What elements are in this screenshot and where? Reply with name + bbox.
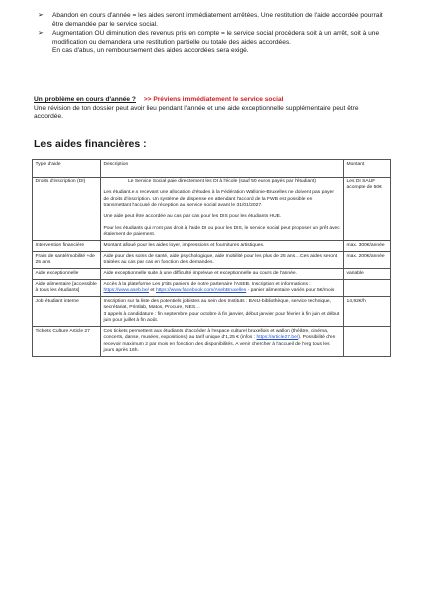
description-paragraph: Une aide peut être accordée au cas par cas pour les DIS pour les étudiants HUE.: [103, 214, 282, 220]
description-paragraph: Montant alloué pour les aides loyer, impressions et fournitures artistiques.: [103, 242, 265, 248]
aid-amount-cell: variable: [344, 269, 391, 280]
description-paragraph: 3 appels à candidature : fin septembre pour octobre à fin janvier, début janvier pour février à fin juin et début juin pour juillet à fin août.: [103, 311, 340, 323]
aseb-link[interactable]: https://www.aseb.be/: [103, 288, 150, 294]
aid-description-cell: [101, 252, 344, 269]
aid-type-cell: Frais de santé/mobilité +de 25 ans: [33, 252, 101, 269]
food-intro: Accès à la plateforme Les p'tits paniers de notre partenaire l'ASEB. Inscription et informations :: [103, 281, 311, 287]
food-tail: - panier alimentaire variés pour 5€/mois: [246, 288, 335, 294]
table-row: [33, 269, 391, 280]
arrow-bullet-icon: ➢: [38, 12, 44, 19]
list-item: [38, 30, 383, 47]
aid-description-cell: [101, 269, 344, 280]
problem-heading: [34, 96, 379, 105]
table-row: [33, 327, 391, 357]
aid-type-cell: Tickets Culture Article 27: [33, 327, 101, 357]
problem-section: [34, 96, 379, 122]
table-row: [33, 280, 391, 297]
conditions-list: [38, 12, 383, 56]
bullet-text: Augmentation OU diminution des revenus pris en compte = le service social procèdera soit à un arrêt, soit à une modification ou demandera une restitution partielle ou totale des aides accordées.: [52, 30, 380, 46]
description-paragraph: Pour les étudiants qui n'ont pas droit à l'aide DI ou pour les DIS, le service social peut proposer un prêt avec étalement de paiement.: [103, 225, 340, 238]
column-header-type: Type d'aide: [33, 160, 101, 178]
table-row: [33, 297, 391, 327]
aid-type-cell: Droits d'inscription (DI): [33, 177, 101, 241]
problem-alert: >> Préviens immédiatement le service social: [143, 96, 284, 103]
culture-intro: Ces tickets permettent aux étudiants d'accéder à l'espace culturel bruxellois et wallon (théâtre, cinéma, concerts, danse, musées, expositions) au tarif unique d'1,25 € (infos :: [103, 328, 329, 341]
aides-table: [32, 159, 391, 357]
problem-title: Un problème en cours d'année ?: [34, 96, 136, 103]
description-paragraph: [104, 282, 341, 295]
abuse-note: En cas d'abus, un remboursement des aides accordées sera exigé.: [52, 47, 249, 55]
table-row: [33, 177, 391, 241]
table-row: [33, 252, 391, 269]
aid-description-cell: [101, 327, 344, 357]
aid-description-cell: [101, 280, 344, 297]
aid-description-cell: [101, 241, 344, 252]
aid-amount-cell: [344, 280, 391, 297]
aid-amount-cell: max. 200€/année: [344, 252, 391, 269]
table-row: [33, 241, 391, 252]
aid-amount-cell: Les DI SAUF acompte de 50€: [344, 177, 391, 241]
aid-type-cell: Job étudiant interne: [33, 297, 101, 327]
facebook-link[interactable]: https://www.facebook.com/AsebBruxelles: [155, 288, 247, 294]
description-paragraph: Le Service Social paie directement les DI à l'école (sauf 50 euros payés par l'étudiant): [128, 179, 316, 184]
culture-tail: ). Possibilité d'en recevoir maximum 2 par mois en fonction des disponibilités. A venir chercher à l'accueil de l'erg tous les jours après 16h.: [103, 335, 336, 353]
list-item: [38, 12, 383, 29]
bullet-text: Abandon en cours d'année = les aides seront immédiatement arrêtées. Une restitution de l'aide accordée pourrait être demandée par le service social.: [52, 12, 383, 28]
article27-link[interactable]: https://article27.be/: [256, 335, 299, 341]
link-connector: et: [149, 288, 156, 294]
aid-description-cell: [101, 177, 344, 241]
table-header-row: [33, 160, 391, 178]
aid-type-cell: Aide alimentaire [accessible à tous les étudiants]: [33, 280, 101, 297]
aid-type-cell: Aide exceptionnelle: [33, 269, 101, 280]
aid-amount-cell: [344, 327, 391, 357]
aid-type-cell: Intervention financière: [33, 241, 101, 252]
description-paragraph: Aide exceptionnelle suite à une difficulté imprévue et exceptionnelle au cours de l'année.: [103, 270, 298, 276]
description-paragraph: [104, 329, 341, 354]
description-paragraph: Inscription sur la liste des potentiels jobistes au sein des Instituts : BAIU-bibliothèque, service technique, secrétariat, Printlab, Matos, Procure, NES…: [103, 298, 332, 311]
column-header-amount: Montant: [344, 160, 391, 178]
section-title: Les aides financières :: [34, 138, 147, 150]
aid-amount-cell: max. 300€/année: [344, 241, 391, 252]
arrow-bullet-icon: ➢: [38, 30, 44, 38]
description-paragraph: Les étudiant.e.s recevant une allocation d'études à la Fédération Wallonie-Bruxelles ne doivent pas payer de droits d'inscription. Un système de dispense en attendant l'accord de la FWB est possible en transmettant l'accusé de réception au service social avant le 31/01/2027.: [103, 190, 334, 209]
column-header-description: Description: [101, 160, 344, 178]
description-paragraph: Aide pour des soins de santé, aide psychologique, aide mobilité pour les plus de 25 ans…Ces aides seront traitées au cas par cas en fonction des demandes.: [103, 253, 338, 266]
aid-description-cell: [101, 297, 344, 327]
aid-amount-cell: 14,92€/h: [344, 297, 391, 327]
problem-body: Une révision de ton dossier peut avoir lieu pendant l'année et une aide exceptionnelle supplémentaire peut être accordée.: [34, 104, 359, 121]
